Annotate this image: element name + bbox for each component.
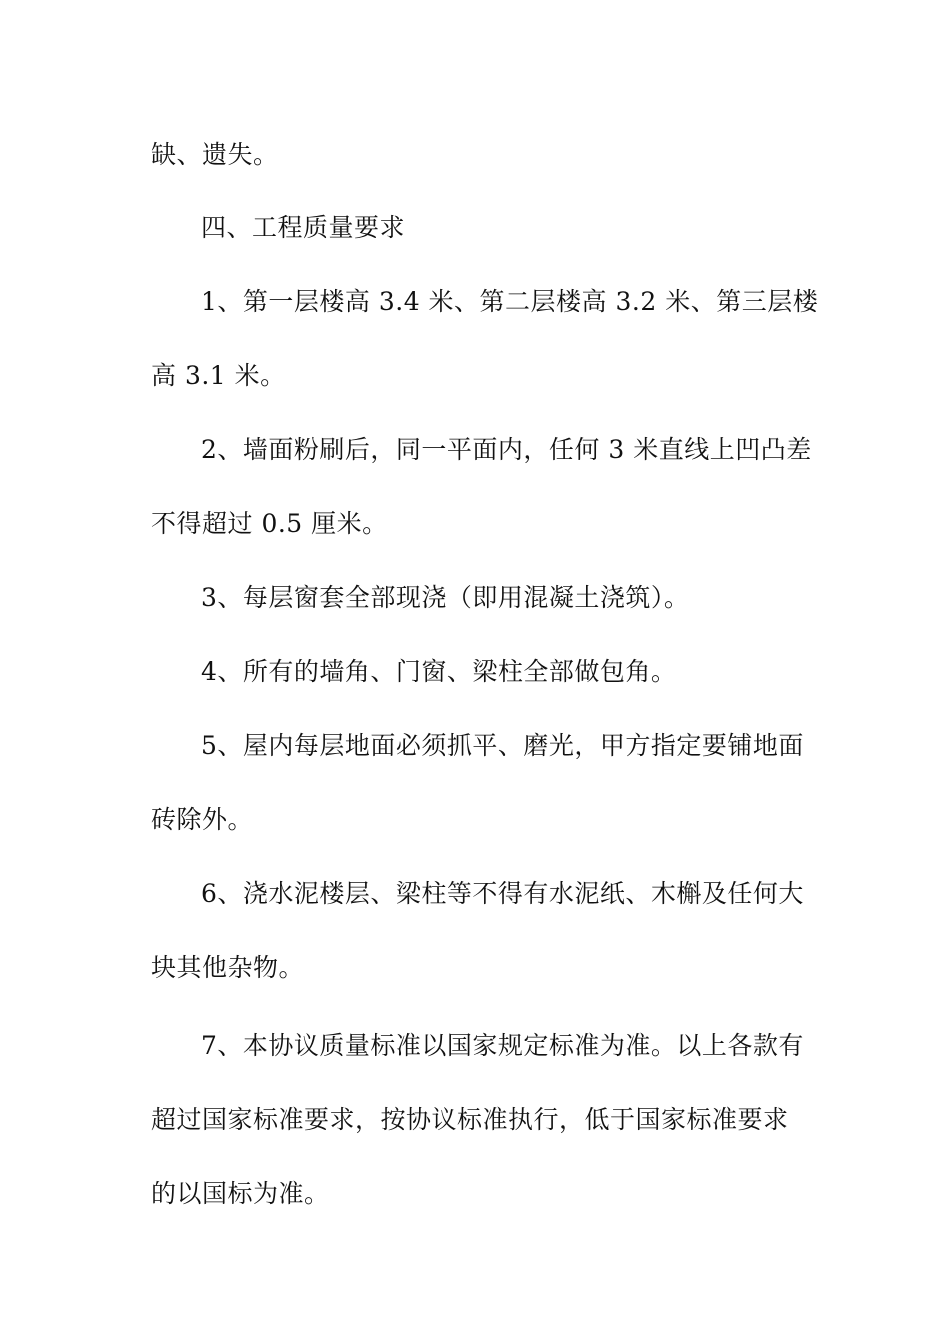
clause-4: 4、所有的墙角、门窗、梁柱全部做包角。 [201,657,677,686]
paragraph-line-1: 缺、遗失。 [151,140,279,169]
section-heading-quality-requirements: 四、工程质量要求 [201,213,406,242]
clause-7-line-2: 超过国家标准要求，按协议标准执行，低于国家标准要求 [151,1105,789,1134]
clause-1-line-2: 高 3.1 米。 [151,361,286,390]
clause-5-line-1: 5、屋内每层地面必须抓平、磨光，甲方指定要铺地面 [201,731,804,760]
clause-7-line-1: 7、本协议质量标准以国家规定标准为准。以上各款有 [201,1031,804,1060]
clause-1-line-1: 1、第一层楼高 3.4 米、第二层楼高 3.2 米、第三层楼 [201,287,819,316]
clause-2-line-1: 2、墙面粉刷后，同一平面内，任何 3 米直线上凹凸差 [201,435,812,464]
clause-7-line-3: 的以国标为准。 [151,1179,330,1208]
clause-3: 3、每层窗套全部现浇（即用混凝土浇筑）。 [201,583,690,612]
clause-2-line-2: 不得超过 0.5 厘米。 [151,509,388,538]
clause-6-line-1: 6、浇水泥楼层、梁柱等不得有水泥纸、木槲及任何大 [201,879,804,908]
clause-5-line-2: 砖除外。 [151,805,254,834]
clause-6-line-2: 块其他杂物。 [151,953,305,982]
